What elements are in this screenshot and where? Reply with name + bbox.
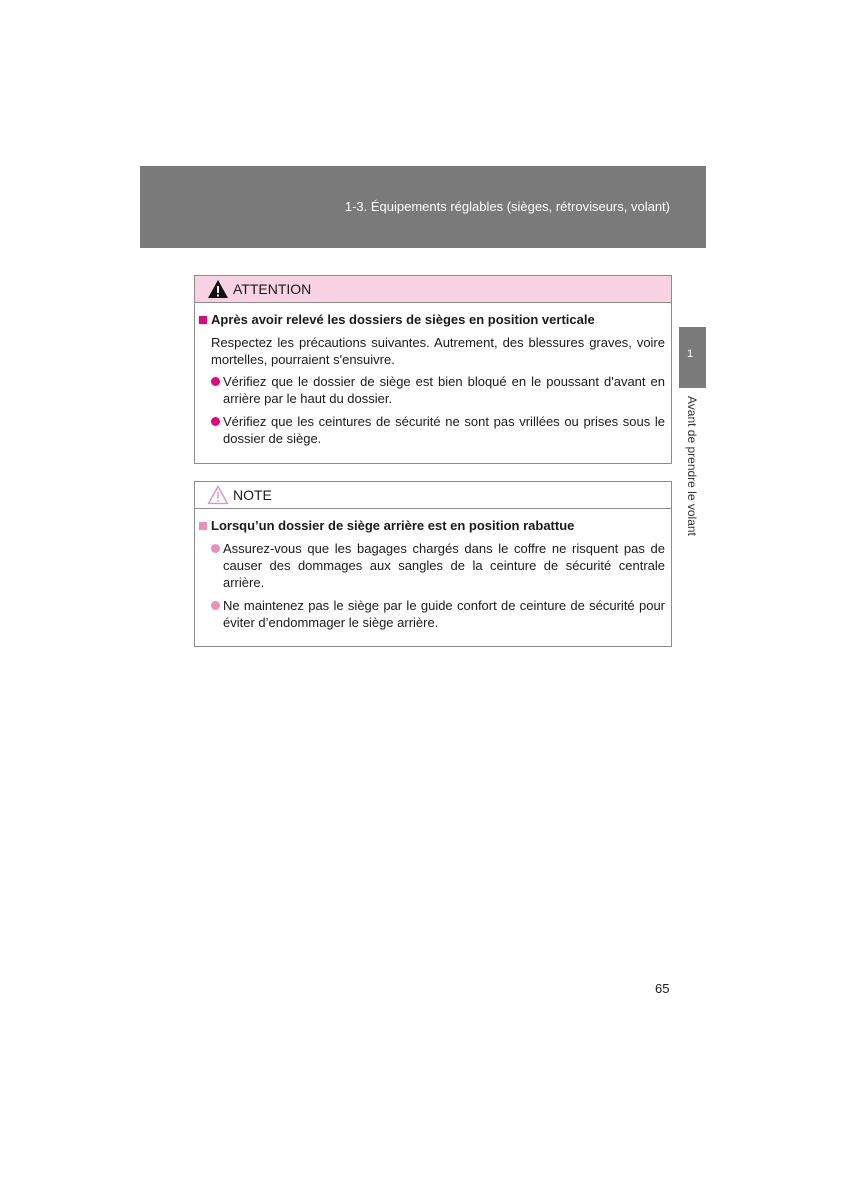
attention-section-title xyxy=(199,311,665,328)
list-item xyxy=(211,597,665,631)
note-section-title xyxy=(199,517,665,534)
attention-header xyxy=(195,276,671,303)
list-item xyxy=(211,413,665,447)
chapter-title: 1-3. Équipements réglables (sièges, rétroviseurs, volant) xyxy=(344,199,670,214)
list-item-text: Assurez-vous que les bagages chargés dans le coffre ne risquent pas de causer des dommages aux sangles de la ceinture de sécurité centrale arrière. xyxy=(223,541,665,590)
list-item xyxy=(211,540,665,591)
attention-heading: ATTENTION xyxy=(233,281,312,297)
chapter-header xyxy=(140,166,706,248)
list-item-text: Vérifiez que les ceintures de sécurité ne sont pas vrillées ou prises sous le dossier de siège. xyxy=(223,414,665,446)
list-item-text: Ne maintenez pas le siège par le guide confort de ceinture de sécurité pour éviter d’endommager le siège arrière. xyxy=(223,598,665,630)
note-heading: NOTE xyxy=(233,487,272,503)
circle-bullet-icon xyxy=(211,377,220,386)
warning-triangle-icon xyxy=(207,279,229,299)
square-bullet-icon xyxy=(199,316,207,324)
attention-section-title-text: Après avoir relevé les dossiers de sièges en position verticale xyxy=(211,312,595,327)
square-bullet-icon xyxy=(199,522,207,530)
note-box xyxy=(194,481,672,647)
attention-paragraph: Respectez les précautions suivantes. Autrement, des blessures graves, voire mortelles, pourraient s'ensuivre. xyxy=(211,335,665,367)
warning-outline-triangle-icon xyxy=(207,485,229,505)
circle-bullet-icon xyxy=(211,601,220,610)
chapter-tab xyxy=(679,327,706,388)
circle-bullet-icon xyxy=(211,417,220,426)
page-number: 65 xyxy=(655,981,670,996)
list-item xyxy=(211,373,665,407)
note-header xyxy=(195,482,671,509)
list-item-text: Vérifiez que le dossier de siège est bien bloqué en le poussant d'avant en arrière par le haut du dossier. xyxy=(223,374,665,406)
chapter-side-label: Avant de prendre le volant xyxy=(685,396,699,536)
chapter-number: 1 xyxy=(687,348,694,360)
circle-bullet-icon xyxy=(211,544,220,553)
attention-box xyxy=(194,275,672,464)
note-section-title-text: Lorsqu’un dossier de siège arrière est en position rabattue xyxy=(211,518,575,533)
